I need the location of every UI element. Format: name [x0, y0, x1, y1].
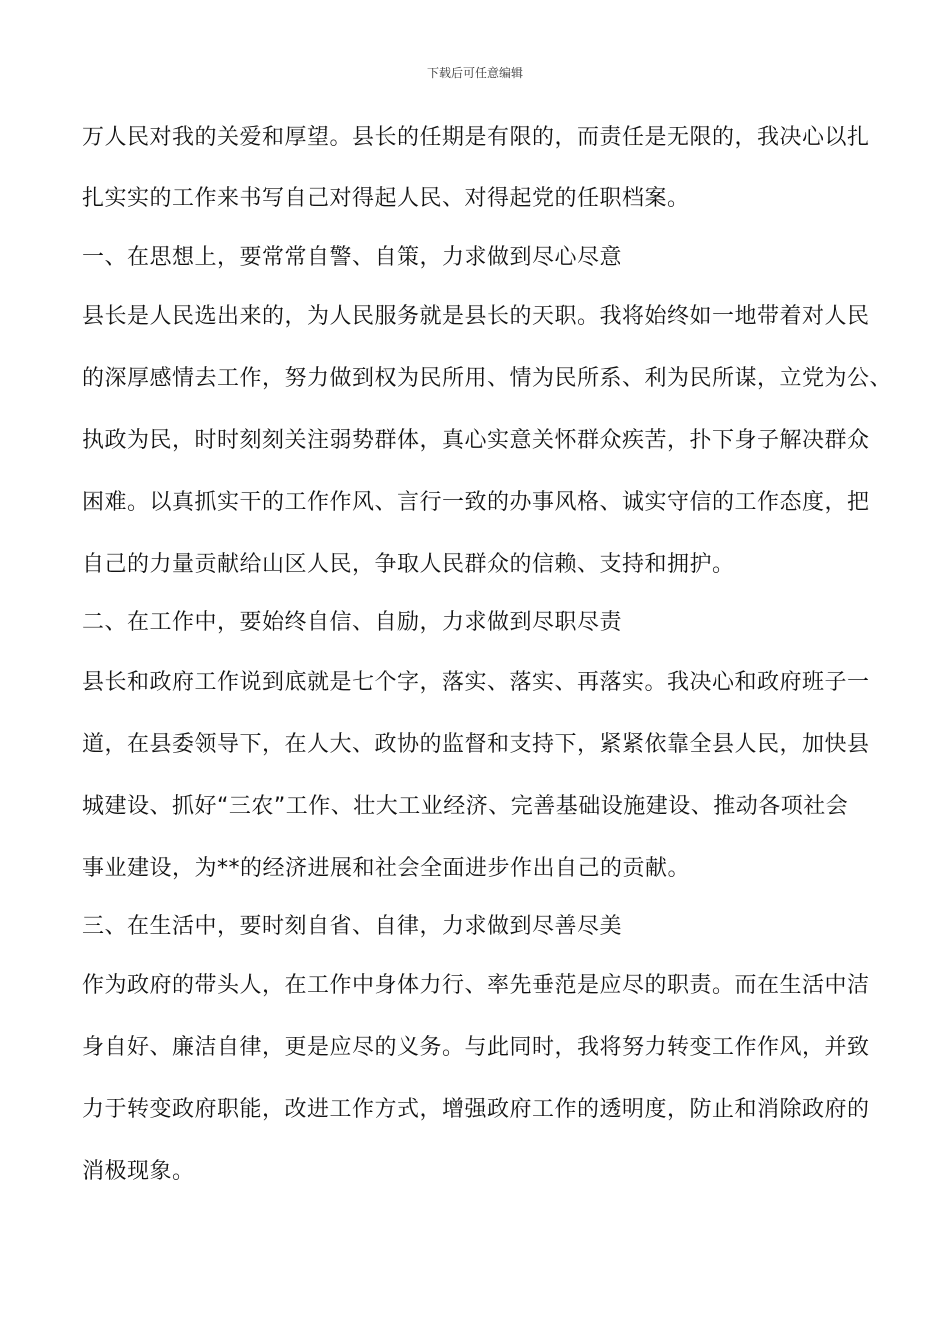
- text-line: 城建设、抓好“三农”工作、壮大工业经济、完善基础设施建设、推动各项社会: [82, 794, 849, 819]
- section-heading: 二、在工作中，要始终自信、自励，力求做到尽职尽责: [82, 610, 623, 635]
- text-line: 万人民对我的关爱和厚望。县长的任期是有限的，而责任是无限的，我决心以扎: [82, 125, 870, 150]
- text-line: 的深厚感情去工作，努力做到权为民所用、情为民所系、利为民所谋，立党为公、: [82, 366, 893, 391]
- text-line: 事业建设，为**的经济进展和社会全面进步作出自己的贡献。: [82, 856, 691, 881]
- text-line: 作为政府的带头人，在工作中身体力行、率先垂范是应尽的职责。而在生活中洁: [82, 973, 870, 998]
- text-line: 自己的力量贡献给山区人民，争取人民群众的信赖、支持和拥护。: [82, 552, 735, 577]
- text-line: 扎实实的工作来书写自己对得起人民、对得起党的任职档案。: [82, 186, 690, 211]
- text-line: 身自好、廉洁自律，更是应尽的义务。与此同时，我将努力转变工作作风，并致: [82, 1035, 870, 1060]
- text-line: 道，在县委领导下，在人大、政协的监督和支持下，紧紧依靠全县人民，加快县: [82, 732, 870, 757]
- page-header: 下载后可任意编辑: [426, 66, 523, 80]
- text-line: 县长是人民选出来的，为人民服务就是县长的天职。我将始终如一地带着对人民: [82, 304, 870, 329]
- text-line: 力于转变政府职能，改进工作方式，增强政府工作的透明度，防止和消除政府的: [82, 1097, 870, 1122]
- text-line: 困难。以真抓实干的工作作风、言行一致的办事风格、诚实守信的工作态度，把: [82, 490, 870, 515]
- section-heading: 一、在思想上，要常常自警、自策，力求做到尽心尽意: [82, 245, 623, 270]
- section-heading: 三、在生活中，要时刻自省、自律，力求做到尽善尽美: [82, 914, 623, 939]
- text-line: 执政为民，时时刻刻关注弱势群体，真心实意关怀群众疾苦，扑下身子解决群众: [82, 428, 870, 453]
- text-line: 消极现象。: [82, 1159, 195, 1184]
- text-line: 县长和政府工作说到底就是七个字，落实、落实、再落实。我决心和政府班子一: [82, 670, 870, 695]
